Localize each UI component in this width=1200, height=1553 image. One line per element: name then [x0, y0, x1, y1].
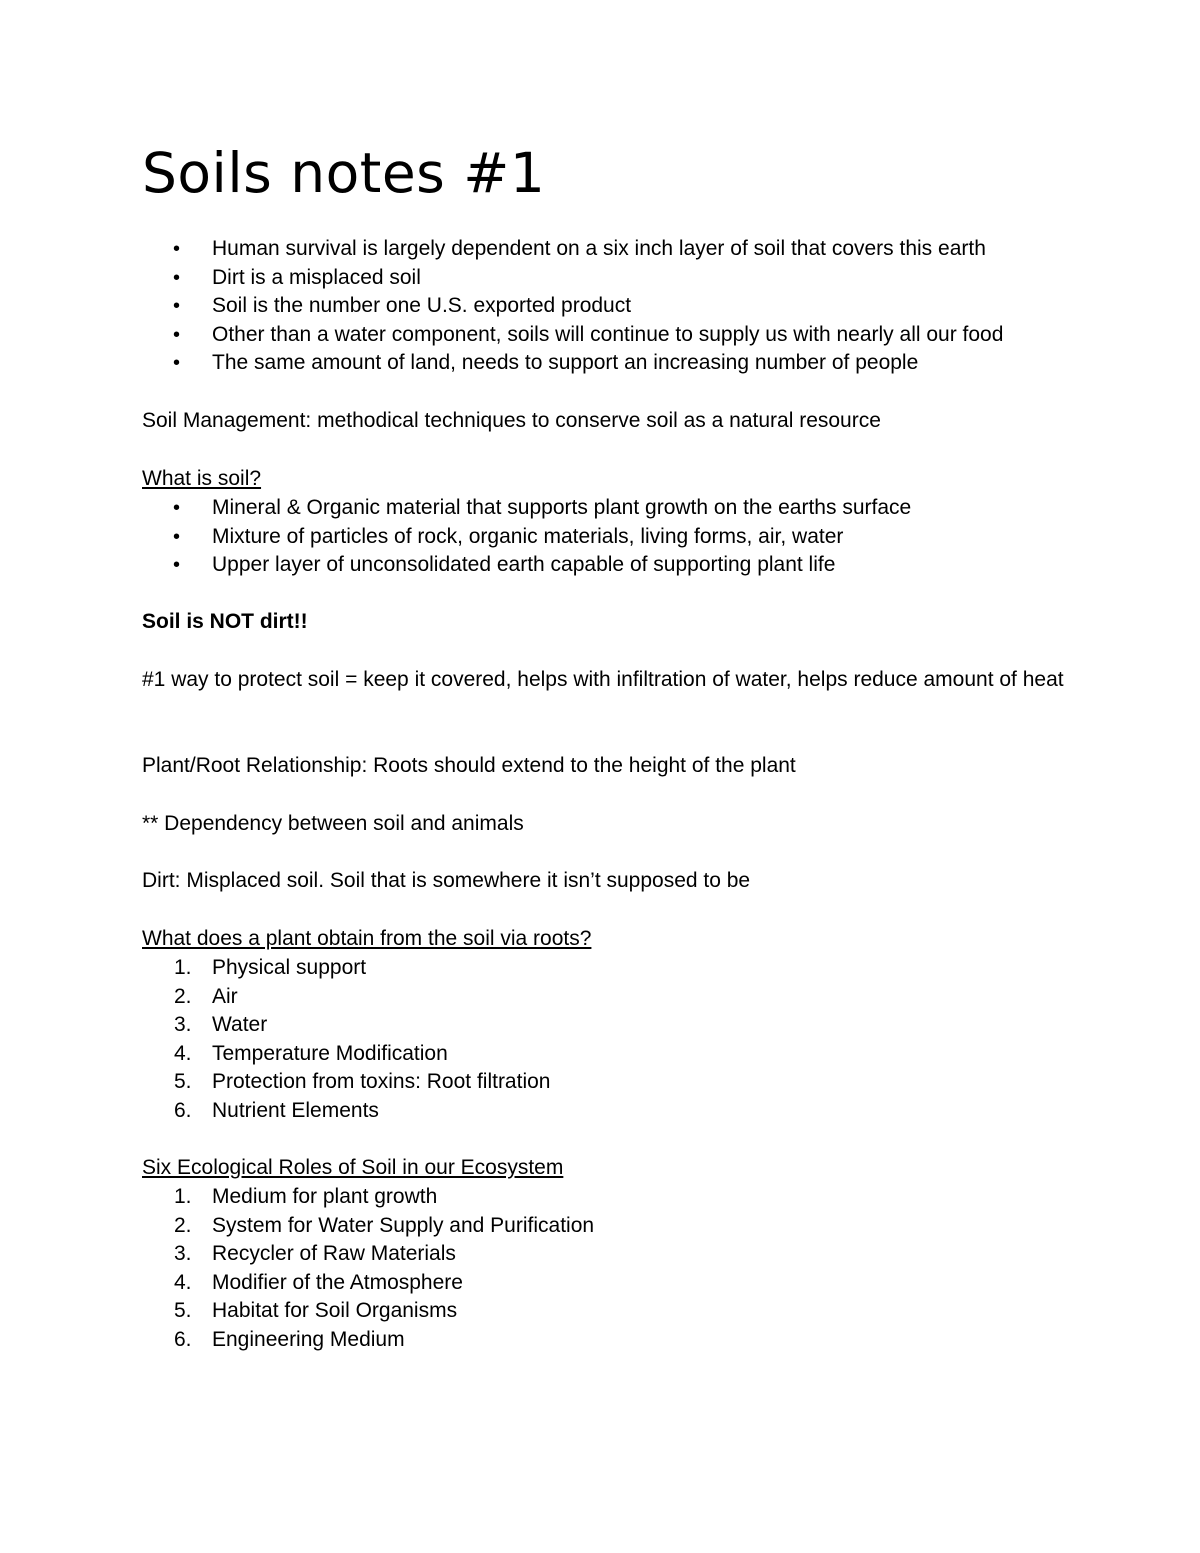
- list-item: [142, 494, 1070, 523]
- bullet-icon: •: [173, 295, 181, 318]
- bullet-icon: •: [173, 497, 181, 519]
- plant-obtain-list: [142, 954, 1070, 1126]
- soil-management-paragraph: Soil Management: methodical techniques to conserve soil as a natural resource: [142, 409, 881, 432]
- list-item-text: Modifier of the Atmosphere: [212, 1270, 463, 1294]
- list-number: 6.: [174, 1098, 192, 1122]
- list-item-text: Habitat for Soil Organisms: [212, 1299, 458, 1323]
- list-number: 2.: [174, 984, 192, 1008]
- list-item-text: Dirt is a misplaced soil: [212, 265, 421, 289]
- dependency-paragraph: ** Dependency between soil and animals: [142, 812, 524, 835]
- list-item-text: Temperature Modification: [212, 1041, 448, 1065]
- list-number: 1.: [174, 1185, 192, 1208]
- list-item-text: Physical support: [212, 956, 367, 979]
- list-item: [142, 1097, 1070, 1126]
- list-item-text: Recycler of Raw Materials: [212, 1242, 456, 1266]
- list-item-text: Soil is the number one U.S. exported product: [212, 294, 632, 318]
- list-item: [142, 1297, 1070, 1326]
- list-item-text: Air: [212, 984, 238, 1008]
- what-is-soil-heading: What is soil?: [142, 467, 262, 490]
- list-item-text: Medium for plant growth: [212, 1185, 438, 1208]
- list-item: [142, 264, 1070, 293]
- list-item: [142, 292, 1070, 321]
- list-number: 6.: [174, 1327, 192, 1351]
- list-item: [142, 321, 1070, 350]
- list-item-text: System for Water Supply and Purification: [212, 1213, 595, 1237]
- list-item: [142, 551, 1070, 580]
- list-item: [142, 349, 1070, 378]
- list-number: 1.: [174, 956, 192, 979]
- list-item: [142, 1240, 1070, 1269]
- ecological-roles-list: [142, 1183, 1070, 1355]
- list-item-text: Mineral & Organic material that supports plant growth on the earths surface: [212, 496, 912, 519]
- list-item: [142, 1326, 1070, 1355]
- ecological-roles-heading: Six Ecological Roles of Soil in our Ecosystem: [142, 1156, 564, 1179]
- list-item: [142, 235, 1070, 264]
- protect-soil-paragraph: #1 way to protect soil = keep it covered, helps with infiltration of water, helps reduce amount of heat: [142, 668, 1064, 691]
- list-number: 5.: [174, 1070, 192, 1094]
- list-item: [142, 1269, 1070, 1298]
- list-number: 4.: [174, 1041, 192, 1065]
- list-item-text: Other than a water component, soils will continue to supply us with nearly all our food: [212, 322, 1004, 346]
- list-item-text: Engineering Medium: [212, 1327, 405, 1351]
- list-item: [142, 1011, 1070, 1040]
- list-item: [142, 1068, 1070, 1097]
- list-number: 2.: [174, 1213, 192, 1237]
- list-number: 4.: [174, 1270, 192, 1294]
- bullet-icon: •: [173, 352, 181, 375]
- list-item: [142, 1183, 1070, 1212]
- list-item: [142, 983, 1070, 1012]
- list-item: [142, 1212, 1070, 1241]
- list-item: [142, 954, 1070, 983]
- list-item: [142, 1040, 1070, 1069]
- intro-bullet-list: [142, 235, 1070, 378]
- list-item-text: Water: [212, 1013, 268, 1037]
- what-is-soil-list: [142, 494, 1070, 580]
- plant-root-paragraph: Plant/Root Relationship: Roots should extend to the height of the plant: [142, 754, 796, 777]
- list-item-text: Mixture of particles of rock, organic materials, living forms, air, water: [212, 524, 844, 548]
- list-number: 3.: [174, 1242, 192, 1266]
- list-item-text: The same amount of land, needs to support an increasing number of people: [212, 351, 919, 375]
- bullet-icon: •: [173, 554, 181, 577]
- list-item: [142, 523, 1070, 552]
- bullet-icon: •: [173, 525, 181, 548]
- list-number: 5.: [174, 1299, 192, 1323]
- bullet-icon: •: [173, 323, 181, 346]
- page-title: Soils notes #1: [142, 141, 546, 205]
- bullet-icon: •: [173, 238, 181, 260]
- bullet-icon: •: [173, 266, 181, 289]
- list-item-text: Protection from toxins: Root filtration: [212, 1070, 551, 1094]
- dirt-definition-paragraph: Dirt: Misplaced soil. Soil that is somewhere it isn’t supposed to be: [142, 869, 751, 892]
- plant-obtain-heading: What does a plant obtain from the soil via roots?: [142, 927, 592, 950]
- list-item-text: Upper layer of unconsolidated earth capable of supporting plant life: [212, 553, 836, 577]
- not-dirt-statement: Soil is NOT dirt!!: [142, 610, 308, 633]
- list-number: 3.: [174, 1013, 192, 1037]
- list-item-text: Human survival is largely dependent on a six inch layer of soil that covers this earth: [212, 237, 986, 260]
- list-item-text: Nutrient Elements: [212, 1098, 379, 1122]
